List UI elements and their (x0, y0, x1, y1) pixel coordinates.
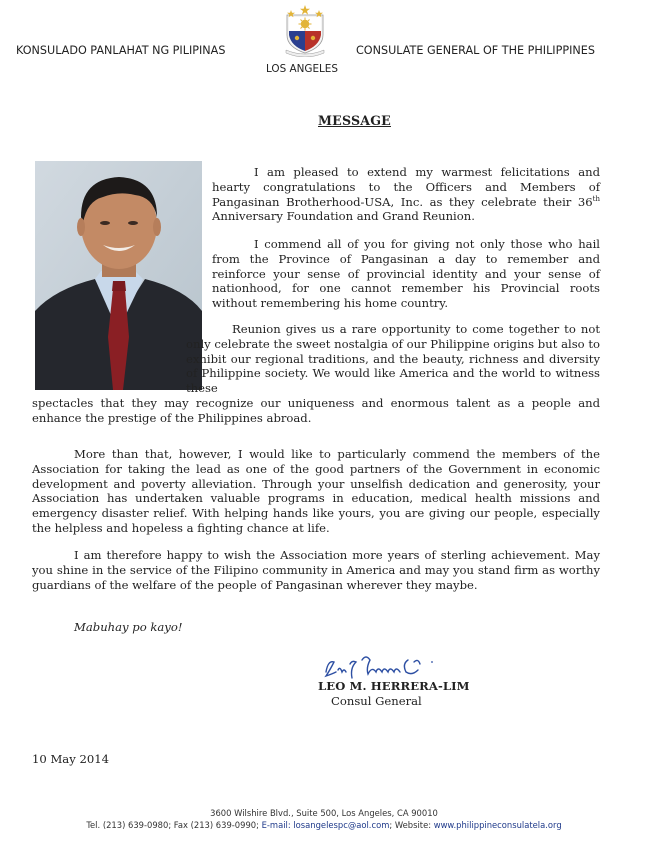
letterhead-city: LOS ANGELES (266, 63, 338, 75)
document-title: MESSAGE (318, 113, 391, 128)
paragraph-4: More than that, however, I would like to particularly commend the members of the Association for taking the lead as one of the good partners of the Government in economic development and poverty alleviation. Through your unselfish dedication and generosity, your Association has undertaken valuable programs in education, medical health missions and emergency disaster relief. With helping hands like yours, you are giving our people, especially the helpless and hopeless a fighting chance at life. (32, 447, 600, 535)
footer-phone-fax: Tel. (213) 639-0980; Fax (213) 639-0990; (86, 820, 262, 830)
paragraph-1-text-end: Anniversary Foundation and Grand Reunion. (212, 209, 475, 224)
signatory-name: LEO M. HERRERA-LIM (318, 679, 470, 693)
paragraph-3-wrapped: Reunion gives us a rare opportunity to come together to not only celebrate the sweet nostalgia of our Philippine origins but also to exhibit our regional traditions, and the beauty, richness and diversity of Philippine society. We would like America and the world to witness these (186, 322, 600, 396)
footer-email-label: E-mail: (261, 820, 294, 830)
footer-website-link[interactable]: www.philippineconsulatela.org (433, 820, 562, 830)
letterhead-filipino-name: KONSULADO PANLAHAT NG PILIPINAS (16, 44, 226, 57)
paragraph-2: I commend all of you for giving not only those who hail from the Province of Pangasinan a day to remember and reinforce your sense of provincial identity and your sense of nationhood, for one cannot remember his Provincial roots without remembering his home country. (212, 237, 600, 311)
paragraph-1-text: I am pleased to extend my warmest felicitations and hearty congratulations to the Officers and Members of Pangasinan Brotherhood-USA, Inc. as they celebrate their 36 (212, 165, 600, 209)
footer-email-link[interactable]: losangelespc@aol.com (293, 820, 390, 830)
paragraph-1 (212, 165, 600, 224)
closing-salutation: Mabuhay po kayo! (74, 620, 183, 634)
footer-website-label: ; Website: (389, 820, 434, 830)
footer-contact (0, 820, 648, 830)
footer-address: 3600 Wilshire Blvd., Suite 500, Los Angeles, CA 90010 (210, 808, 438, 818)
philippine-coat-of-arms-icon (279, 3, 331, 57)
letter-date: 10 May 2014 (32, 752, 109, 766)
signatory-title: Consul General (331, 694, 422, 708)
paragraph-5: I am therefore happy to wish the Association more years of sterling achievement. May you shine in the service of the Filipino community in America and may you stand firm as worthy guardians of the welfare of the people of Pangasinan wherever they maybe. (32, 548, 600, 592)
ordinal-suffix: th (592, 194, 600, 203)
paragraph-3-continued: spectacles that they may recognize our uniqueness and enormous talent as a people and enhance the prestige of the Philippines abroad. (32, 396, 600, 425)
portrait-photo (35, 161, 202, 390)
letterhead-english-name: CONSULATE GENERAL OF THE PHILIPPINES (356, 44, 595, 57)
